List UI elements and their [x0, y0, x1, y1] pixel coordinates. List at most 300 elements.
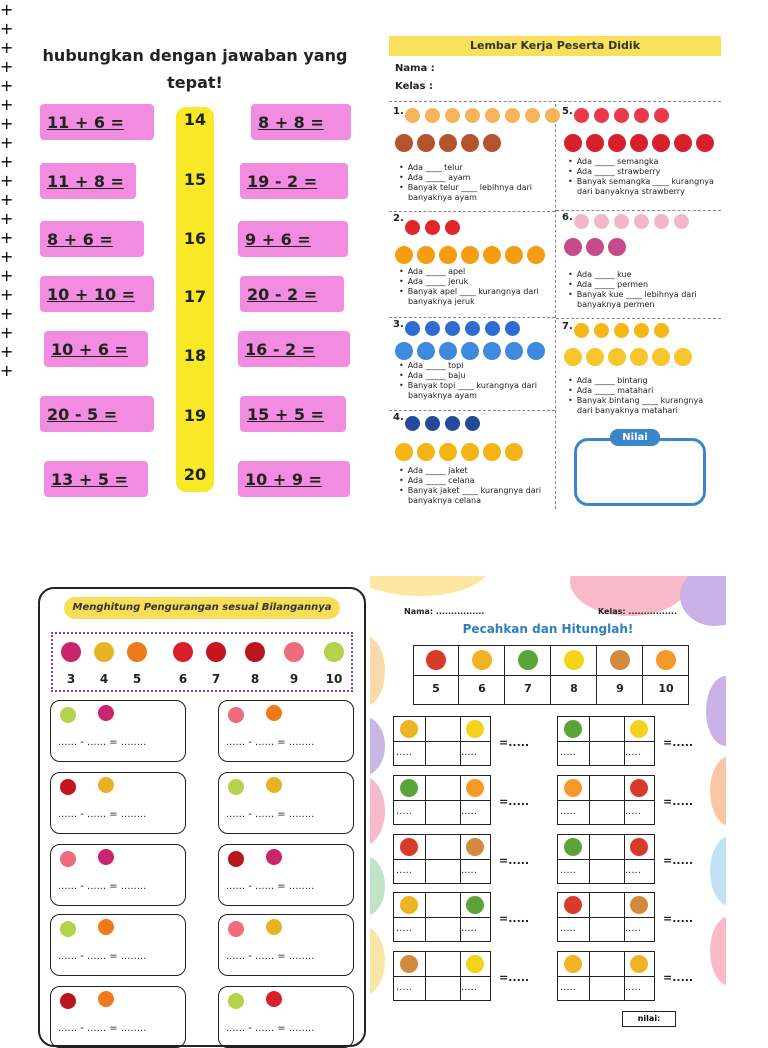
star-icon: [634, 323, 649, 338]
nama-label: Nama: ................: [404, 607, 485, 616]
mango-icon: [60, 921, 76, 937]
jacket-icon: [405, 416, 420, 431]
divider: [389, 211, 555, 212]
right-equation-pill[interactable]: [251, 104, 351, 140]
answer-blank[interactable]: .....: [396, 923, 412, 934]
left-equation-pill[interactable]: [44, 331, 148, 367]
guava-icon: [60, 851, 76, 867]
watermelon-icon: [634, 108, 649, 123]
egg-icon: [485, 108, 500, 123]
cherry-icon: [206, 642, 226, 662]
question-line: • Banyak telur ____ lebihnya dari: [399, 183, 532, 193]
decor-blob: [370, 576, 490, 596]
equation-text: 8 + 8 =: [258, 112, 324, 132]
question-line: dari banyaknya strawberry: [577, 187, 685, 196]
divider: [557, 976, 655, 977]
question-line: • Banyak bintang ____ kurangnya: [568, 396, 703, 406]
monkey-icon: [610, 650, 630, 670]
chicken-icon: [395, 134, 413, 152]
mango-icon: [228, 779, 244, 795]
mango-icon: [324, 642, 344, 662]
question-text: [399, 163, 532, 203]
right-equation-pill[interactable]: [240, 396, 346, 432]
decor-blob: [370, 716, 385, 776]
question-line: • Ada _____ celana: [399, 476, 541, 486]
shorts-icon: [461, 443, 479, 461]
divider: [393, 917, 491, 918]
orange-icon: [483, 246, 501, 264]
answer-blank[interactable]: .....: [625, 806, 641, 817]
orange-icon: [439, 246, 457, 264]
monkey-icon: [400, 955, 418, 973]
answer-blank[interactable]: .....: [461, 982, 477, 993]
sun-icon: [564, 348, 582, 366]
subtraction-blanks[interactable]: ...... - ...... = ........: [226, 881, 315, 892]
divider: [556, 210, 721, 211]
equation-text: 13 + 5 =: [51, 469, 128, 489]
right-equation-pill[interactable]: [238, 221, 348, 257]
cupcake-icon: [674, 214, 689, 229]
answer-blank[interactable]: .....: [560, 982, 576, 993]
star-icon: [574, 323, 589, 338]
question-line: • Ada _____ semangka: [568, 157, 714, 167]
shorts-icon: [505, 443, 523, 461]
watermelon-icon: [574, 108, 589, 123]
candy-icon: [564, 238, 582, 256]
cupcake-icon: [594, 214, 609, 229]
question-number: 4.: [393, 412, 404, 423]
divider: [389, 410, 555, 411]
result-blank[interactable]: =.....: [663, 736, 694, 749]
divider: [557, 800, 655, 801]
answer-number[interactable]: 18: [183, 346, 207, 365]
divider: [557, 917, 655, 918]
plus-sign: +: [0, 209, 14, 228]
plus-sign: +: [0, 361, 14, 380]
question-text: [568, 270, 697, 310]
shorts-icon: [395, 443, 413, 461]
right-equation-pill[interactable]: [240, 163, 348, 199]
result-blank[interactable]: =.....: [663, 971, 694, 984]
answer-blank[interactable]: .....: [396, 865, 412, 876]
cap-icon: [505, 321, 520, 336]
key-value: 8: [570, 682, 578, 695]
chicken-icon: [439, 134, 457, 152]
divider: [557, 741, 655, 742]
plus-sign: +: [0, 95, 14, 114]
question-line: • Banyak jaket ____ kurangnya dari: [399, 486, 541, 496]
decor-blob: [706, 676, 726, 746]
shirt-icon: [461, 342, 479, 360]
pineapple-icon: [266, 777, 282, 793]
answer-blank[interactable]: .....: [625, 982, 641, 993]
animal-title: Pecahkan dan Hitunglah!: [462, 622, 634, 636]
strawberry-icon: [564, 134, 582, 152]
dragonfruit-icon: [61, 642, 81, 662]
watermelon-icon: [654, 108, 669, 123]
decor-blob: [370, 856, 385, 916]
right-equation-pill[interactable]: [238, 461, 350, 497]
answer-blank[interactable]: .....: [560, 865, 576, 876]
cupcake-icon: [614, 214, 629, 229]
bee-icon: [400, 720, 418, 738]
strip-number: 7: [211, 672, 221, 686]
decor-blob: [710, 756, 726, 826]
nilai-label: nilai:: [622, 1011, 676, 1027]
question-line: banyaknya ayam: [408, 391, 477, 400]
answer-number[interactable]: 15: [183, 170, 207, 189]
plus-sign: +: [0, 304, 14, 323]
sun-icon: [608, 348, 626, 366]
subtraction-blanks[interactable]: ...... - ...... = ........: [226, 1023, 315, 1034]
candy-icon: [608, 238, 626, 256]
plus-sign: +: [0, 266, 14, 285]
egg-icon: [425, 108, 440, 123]
strawberry-icon: [266, 991, 282, 1007]
strip-number: 9: [289, 672, 299, 686]
rambutan-icon: [228, 851, 244, 867]
divider: [413, 675, 689, 676]
kelas-label: Kelas: ................: [598, 607, 677, 616]
question-line: • Banyak semangka ____ kurangnya: [568, 177, 714, 187]
subtraction-blanks[interactable]: ...... - ...... = ........: [58, 1023, 147, 1034]
subtraction-blanks[interactable]: ...... - ...... = ........: [58, 881, 147, 892]
plus-sign: +: [0, 171, 14, 190]
question-text: [399, 361, 537, 401]
mango-icon: [228, 993, 244, 1009]
question-line: • Ada _____ bintang: [568, 376, 703, 386]
strip-number: 3: [66, 672, 76, 686]
nilai-label: Nilai: [610, 429, 660, 446]
papaya-icon: [127, 642, 147, 662]
equation-text: 11 + 8 =: [47, 171, 124, 191]
duck-icon: [466, 720, 484, 738]
duck-icon: [466, 955, 484, 973]
divider: [557, 859, 655, 860]
cap-icon: [485, 321, 500, 336]
subtraction-blanks[interactable]: ...... - ...... = ........: [58, 809, 147, 820]
ant-icon: [630, 838, 648, 856]
question-number: 6.: [562, 212, 573, 223]
star-icon: [594, 323, 609, 338]
jacket-icon: [445, 416, 460, 431]
duck-icon: [630, 720, 648, 738]
question-line: • Ada _____ topi: [399, 361, 537, 371]
result-blank[interactable]: =.....: [499, 971, 530, 984]
question-line: • Ada _____ apel: [399, 267, 539, 277]
equation-text: 20 - 5 =: [47, 404, 118, 424]
answer-blank[interactable]: .....: [560, 806, 576, 817]
plus-sign: +: [0, 114, 14, 133]
fish-icon: [564, 779, 582, 797]
papaya-icon: [98, 991, 114, 1007]
question-line: dari banyaknya matahari: [577, 406, 678, 415]
egg-icon: [405, 108, 420, 123]
sun-icon: [674, 348, 692, 366]
orange-icon: [505, 246, 523, 264]
equation-text: 10 + 6 =: [51, 339, 128, 359]
equation-text: 15 + 5 =: [247, 404, 324, 424]
apple-icon: [405, 220, 420, 235]
dragonfruit-icon: [98, 849, 114, 865]
plus-sign: +: [0, 247, 14, 266]
question-line: • Ada _____ jeruk: [399, 277, 539, 287]
plus-sign: +: [0, 190, 14, 209]
answer-blank[interactable]: .....: [625, 865, 641, 876]
answer-blank[interactable]: .....: [625, 747, 641, 758]
egg-icon: [445, 108, 460, 123]
subtraction-blanks[interactable]: ...... - ...... = ........: [226, 809, 315, 820]
result-blank[interactable]: =.....: [499, 854, 530, 867]
cap-icon: [465, 321, 480, 336]
divider: [389, 317, 555, 318]
ant-icon: [426, 650, 446, 670]
question-line: • Ada _____ matahari: [568, 386, 703, 396]
kelas-label: Kelas :: [395, 81, 433, 92]
divider: [393, 976, 491, 977]
question-line: • Ada ____ telur: [399, 163, 532, 173]
key-value: 5: [432, 682, 440, 695]
question-number: 5.: [562, 106, 573, 117]
chicken-icon: [417, 134, 435, 152]
papaya-icon: [98, 919, 114, 935]
cap-icon: [425, 321, 440, 336]
question-line: • Banyak topi ____ kurangnya dari: [399, 381, 537, 391]
turtle-icon: [518, 650, 538, 670]
egg-icon: [545, 108, 560, 123]
cap-icon: [445, 321, 460, 336]
shirt-icon: [439, 342, 457, 360]
equation-text: 10 + 9 =: [245, 469, 322, 489]
jacket-icon: [425, 416, 440, 431]
chicken-icon: [483, 134, 501, 152]
answer-blank[interactable]: .....: [625, 923, 641, 934]
plus-sign: +: [0, 19, 14, 38]
fish-icon: [656, 650, 676, 670]
plus-sign: +: [0, 76, 14, 95]
ant-icon: [564, 896, 582, 914]
subtraction-blanks[interactable]: ...... - ...... = ........: [226, 737, 315, 748]
question-line: banyaknya jeruk: [408, 297, 475, 306]
question-number: 1.: [393, 106, 404, 117]
equation-text: 8 + 6 =: [47, 229, 113, 249]
cupcake-icon: [634, 214, 649, 229]
answer-number[interactable]: 17: [183, 287, 207, 306]
rambutan-icon: [60, 993, 76, 1009]
result-blank[interactable]: =.....: [663, 795, 694, 808]
star-icon: [614, 323, 629, 338]
shirt-icon: [483, 342, 501, 360]
answer-blank[interactable]: .....: [461, 865, 477, 876]
papaya-icon: [266, 705, 282, 721]
shorts-icon: [417, 443, 435, 461]
orange-icon: [527, 246, 545, 264]
shirt-icon: [527, 342, 545, 360]
result-blank[interactable]: =.....: [499, 736, 530, 749]
strip-number: 8: [250, 672, 260, 686]
strip-number: 10: [325, 672, 343, 686]
plus-sign: +: [0, 0, 14, 19]
result-blank[interactable]: =.....: [499, 912, 530, 925]
result-blank[interactable]: =.....: [663, 854, 694, 867]
question-line: • Ada _____ permen: [568, 280, 697, 290]
decor-blob: [710, 916, 726, 986]
duck-icon: [564, 650, 584, 670]
equation-text: 11 + 6 =: [47, 112, 124, 132]
shorts-icon: [483, 443, 501, 461]
question-text: [568, 376, 703, 416]
left-equation-pill[interactable]: [40, 221, 144, 257]
strip-number: 6: [178, 672, 188, 686]
plus-sign: +: [0, 323, 14, 342]
mango-icon: [60, 707, 76, 723]
question-text: [399, 466, 541, 506]
candy-icon: [586, 238, 604, 256]
strawberry-icon: [652, 134, 670, 152]
guava-icon: [284, 642, 304, 662]
right-equation-pill[interactable]: [240, 276, 344, 312]
shorts-icon: [439, 443, 457, 461]
equation-text: 9 + 6 =: [245, 229, 311, 249]
egg-icon: [465, 108, 480, 123]
question-line: • Banyak kue ____ lebihnya dari: [568, 290, 697, 300]
nama-label: Nama :: [395, 63, 435, 74]
bee-icon: [472, 650, 492, 670]
divider: [393, 859, 491, 860]
orange-icon: [461, 246, 479, 264]
answer-number[interactable]: 19: [183, 406, 207, 425]
answer-blank[interactable]: .....: [461, 806, 477, 817]
sun-icon: [630, 348, 648, 366]
equation-text: 20 - 2 =: [247, 284, 318, 304]
subtraction-blanks[interactable]: ...... - ...... = ........: [226, 951, 315, 962]
lkpd-header: Lembar Kerja Peserta Didik: [389, 36, 721, 56]
plus-sign: +: [0, 38, 14, 57]
answer-number[interactable]: 14: [183, 110, 207, 129]
left-equation-pill[interactable]: [40, 276, 154, 312]
apple-icon: [445, 220, 460, 235]
sun-icon: [586, 348, 604, 366]
left-equation-pill[interactable]: [44, 461, 148, 497]
result-blank[interactable]: =.....: [663, 912, 694, 925]
divider: [389, 101, 721, 102]
question-text: [399, 267, 539, 307]
matching-title: hubungkan dengan jawaban yang tepat!: [42, 46, 348, 92]
strawberry-icon: [608, 134, 626, 152]
question-line: • Ada _____ jaket: [399, 466, 541, 476]
answer-blank[interactable]: .....: [461, 747, 477, 758]
rambutan-icon: [245, 642, 265, 662]
guava-icon: [228, 921, 244, 937]
turtle-icon: [564, 838, 582, 856]
key-value: 10: [658, 682, 674, 695]
answer-number[interactable]: 16: [183, 229, 207, 248]
cherry-icon: [60, 779, 76, 795]
turtle-icon: [400, 779, 418, 797]
divider: [393, 741, 491, 742]
question-line: banyaknya ayam: [408, 193, 477, 202]
bee-icon: [564, 955, 582, 973]
dragonfruit-icon: [98, 705, 114, 721]
question-line: • Ada _____ ayam: [399, 173, 532, 183]
answer-blank[interactable]: .....: [396, 806, 412, 817]
bee-icon: [630, 955, 648, 973]
turtle-icon: [564, 720, 582, 738]
left-equation-pill[interactable]: [40, 104, 154, 140]
divider: [393, 800, 491, 801]
equation-text: 10 + 10 =: [47, 284, 136, 304]
decor-blob: [370, 776, 385, 846]
guava-icon: [228, 707, 244, 723]
equation-text: 19 - 2 =: [247, 171, 318, 191]
question-line: banyaknya permen: [577, 300, 655, 309]
chicken-icon: [461, 134, 479, 152]
answer-blank[interactable]: .....: [461, 923, 477, 934]
answer-blank[interactable]: .....: [396, 747, 412, 758]
question-line: banyaknya celana: [408, 496, 481, 505]
left-equation-pill[interactable]: [40, 396, 154, 432]
shirt-icon: [505, 342, 523, 360]
pineapple-icon: [98, 777, 114, 793]
nilai-box[interactable]: [574, 438, 706, 506]
fish-icon: [466, 779, 484, 797]
strawberry-icon: [630, 134, 648, 152]
strip-number: 5: [132, 672, 142, 686]
result-blank[interactable]: =.....: [499, 795, 530, 808]
decor-blob: [680, 576, 726, 626]
jacket-icon: [465, 416, 480, 431]
decor-blob: [370, 636, 385, 706]
pineapple-icon: [266, 919, 282, 935]
watermelon-icon: [614, 108, 629, 123]
plus-sign: +: [0, 57, 14, 76]
strawberry-icon: [586, 134, 604, 152]
question-line: • Banyak apel ____ kurangnya dari: [399, 287, 539, 297]
plus-sign: +: [0, 152, 14, 171]
key-value: 7: [524, 682, 532, 695]
plus-sign: +: [0, 133, 14, 152]
cupcake-icon: [574, 214, 589, 229]
answer-blank[interactable]: .....: [560, 923, 576, 934]
ant-icon: [400, 838, 418, 856]
answer-number[interactable]: 20: [183, 465, 207, 484]
strip-number: 4: [99, 672, 109, 686]
left-equation-pill[interactable]: [40, 163, 136, 199]
sun-icon: [652, 348, 670, 366]
answer-blank[interactable]: .....: [396, 982, 412, 993]
orange-icon: [417, 246, 435, 264]
subtraction-blanks[interactable]: ...... - ...... = ........: [58, 737, 147, 748]
strawberry-icon: [674, 134, 692, 152]
plus-sign: +: [0, 228, 14, 247]
bee-icon: [400, 896, 418, 914]
monkey-icon: [466, 838, 484, 856]
right-equation-pill[interactable]: [238, 331, 350, 367]
equation-text: 16 - 2 =: [245, 339, 316, 359]
subtraction-title: Menghitung Pengurangan sesuai Bilangannya: [64, 597, 340, 619]
divider: [556, 318, 721, 319]
question-line: • Ada _____ baju: [399, 371, 537, 381]
subtraction-blanks[interactable]: ...... - ...... = ........: [58, 951, 147, 962]
ant-icon: [630, 779, 648, 797]
strawberry-icon: [696, 134, 714, 152]
question-text: [568, 157, 714, 197]
pineapple-icon: [94, 642, 114, 662]
orange-icon: [395, 246, 413, 264]
question-line: • Ada _____ strawberry: [568, 167, 714, 177]
answer-blank[interactable]: .....: [560, 747, 576, 758]
decor-blob: [370, 926, 385, 996]
